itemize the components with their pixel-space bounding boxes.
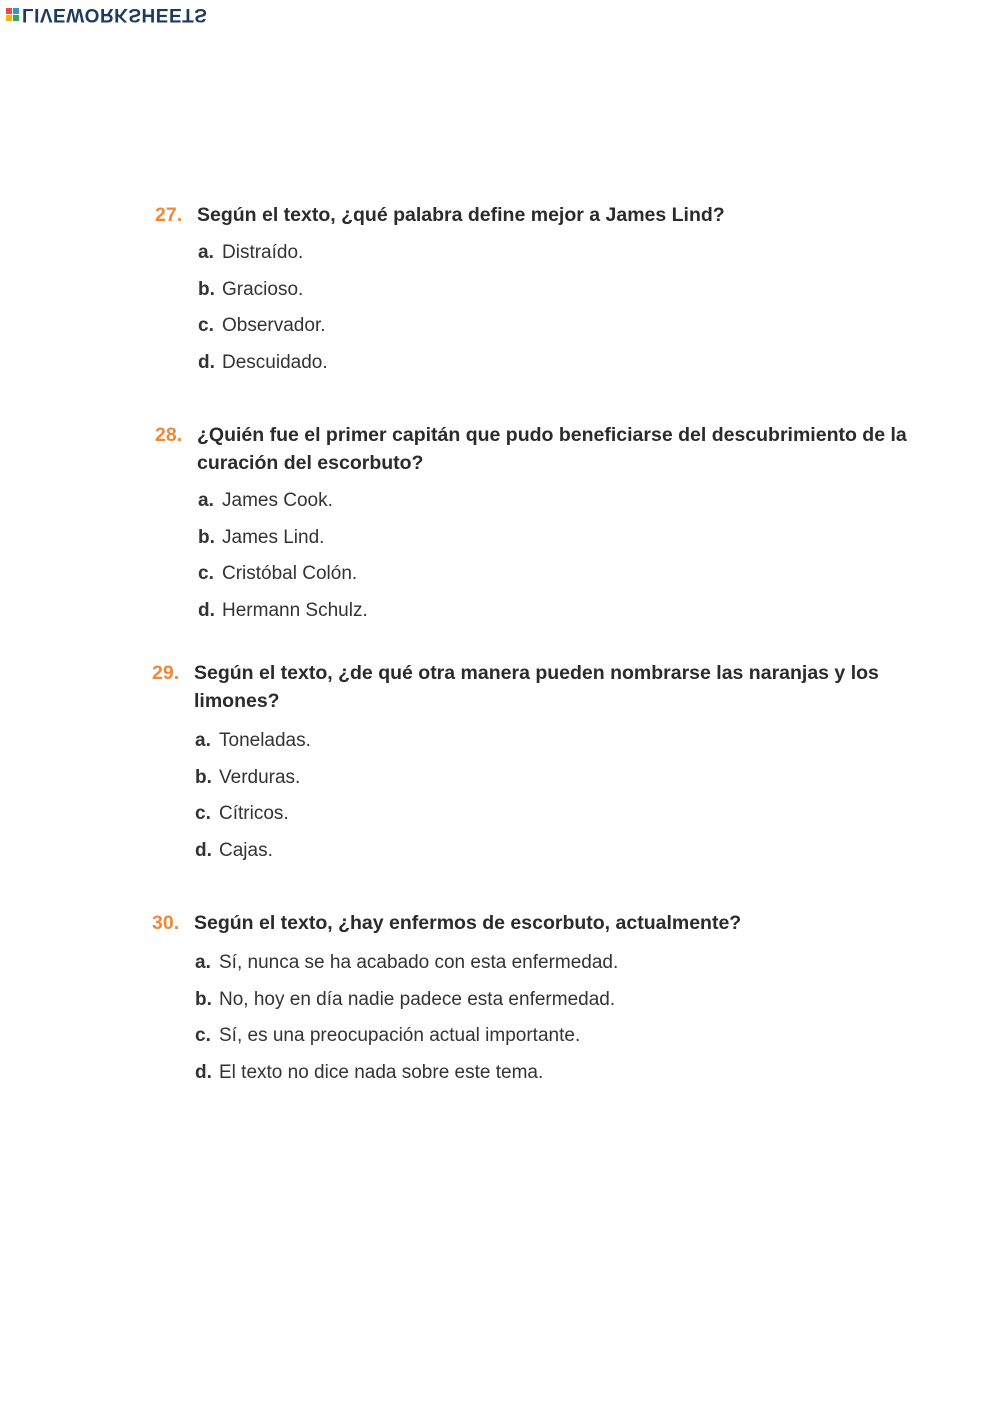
- question-27: [155, 201, 925, 381]
- option-c[interactable]: [195, 796, 922, 833]
- question-number: 29.: [152, 662, 180, 684]
- logo-square-blue: [13, 8, 19, 14]
- question-heading: [155, 421, 925, 477]
- option-letter: d.: [198, 351, 215, 373]
- option-a[interactable]: [195, 723, 922, 760]
- option-text: Cajas.: [219, 839, 273, 861]
- option-text: Sí, es una preocupación actual importante.: [219, 1025, 581, 1046]
- option-text: Cristóbal Colón.: [222, 563, 358, 584]
- question-number: 28.: [155, 424, 183, 446]
- option-c[interactable]: [198, 308, 925, 345]
- question-29: [152, 659, 922, 869]
- option-a[interactable]: [195, 945, 922, 982]
- option-text: Cítricos.: [219, 803, 289, 824]
- answer-options: [152, 723, 922, 869]
- option-letter: b.: [195, 988, 212, 1010]
- question-number: 27.: [155, 204, 183, 226]
- option-letter: a.: [195, 730, 211, 751]
- option-letter: c.: [198, 563, 214, 584]
- option-letter: c.: [195, 803, 211, 824]
- logo-square-red: [6, 8, 12, 14]
- question-30: [152, 909, 922, 1091]
- question-number: 30.: [152, 912, 180, 934]
- question-heading: [152, 909, 922, 937]
- option-b[interactable]: [198, 520, 925, 557]
- logo-square-yellow: [6, 15, 12, 21]
- logo-text: LIVEWORKSHEETS: [22, 4, 208, 25]
- logo-squares-icon: [6, 8, 19, 21]
- option-text: Observador.: [222, 315, 326, 336]
- option-letter: b.: [195, 766, 212, 788]
- question-text: Según el texto, ¿qué palabra define mejor a James Lind?: [197, 204, 725, 226]
- option-b[interactable]: [198, 272, 925, 309]
- option-letter: a.: [198, 490, 214, 511]
- option-d[interactable]: [195, 833, 922, 870]
- option-text: El texto no dice nada sobre este tema.: [219, 1061, 544, 1083]
- option-text: Sí, nunca se ha acabado con esta enfermedad.: [219, 952, 619, 973]
- option-text: Descuidado.: [222, 351, 328, 373]
- option-d[interactable]: [195, 1055, 922, 1092]
- option-text: Verduras.: [219, 766, 301, 788]
- option-letter: c.: [195, 1025, 211, 1046]
- option-text: Distraído.: [222, 242, 304, 263]
- option-text: Toneladas.: [219, 730, 311, 751]
- option-letter: b.: [198, 526, 215, 548]
- question-heading: [152, 659, 922, 715]
- option-letter: d.: [195, 839, 212, 861]
- question-heading: [155, 201, 925, 229]
- option-d[interactable]: [198, 345, 925, 382]
- answer-options: [155, 483, 925, 629]
- option-b[interactable]: [195, 982, 922, 1019]
- option-a[interactable]: [198, 235, 925, 272]
- question-text: ¿Quién fue el primer capitán que pudo beneficiarse del descubrimiento de la curación del escorbuto?: [197, 424, 907, 474]
- option-letter: a.: [198, 242, 214, 263]
- option-letter: c.: [198, 315, 214, 336]
- option-text: James Lind.: [222, 526, 325, 548]
- option-b[interactable]: [195, 760, 922, 797]
- option-letter: a.: [195, 952, 211, 973]
- option-letter: d.: [195, 1061, 212, 1083]
- answer-options: [155, 235, 925, 381]
- option-letter: d.: [198, 599, 215, 621]
- question-text: Según el texto, ¿de qué otra manera pueden nombrarse las naranjas y los limones?: [194, 662, 879, 712]
- option-text: James Cook.: [222, 490, 333, 511]
- option-a[interactable]: [198, 483, 925, 520]
- question-28: [155, 421, 925, 629]
- answer-options: [152, 945, 922, 1091]
- logo-square-green: [13, 15, 19, 21]
- question-text: Según el texto, ¿hay enfermos de escorbuto, actualmente?: [194, 912, 742, 934]
- option-text: Gracioso.: [222, 278, 304, 300]
- option-text: No, hoy en día nadie padece esta enfermedad.: [219, 988, 616, 1010]
- option-c[interactable]: [195, 1018, 922, 1055]
- option-letter: b.: [198, 278, 215, 300]
- liveworksheets-logo: [6, 4, 207, 24]
- option-text: Hermann Schulz.: [222, 599, 368, 621]
- option-d[interactable]: [198, 593, 925, 630]
- option-c[interactable]: [198, 556, 925, 593]
